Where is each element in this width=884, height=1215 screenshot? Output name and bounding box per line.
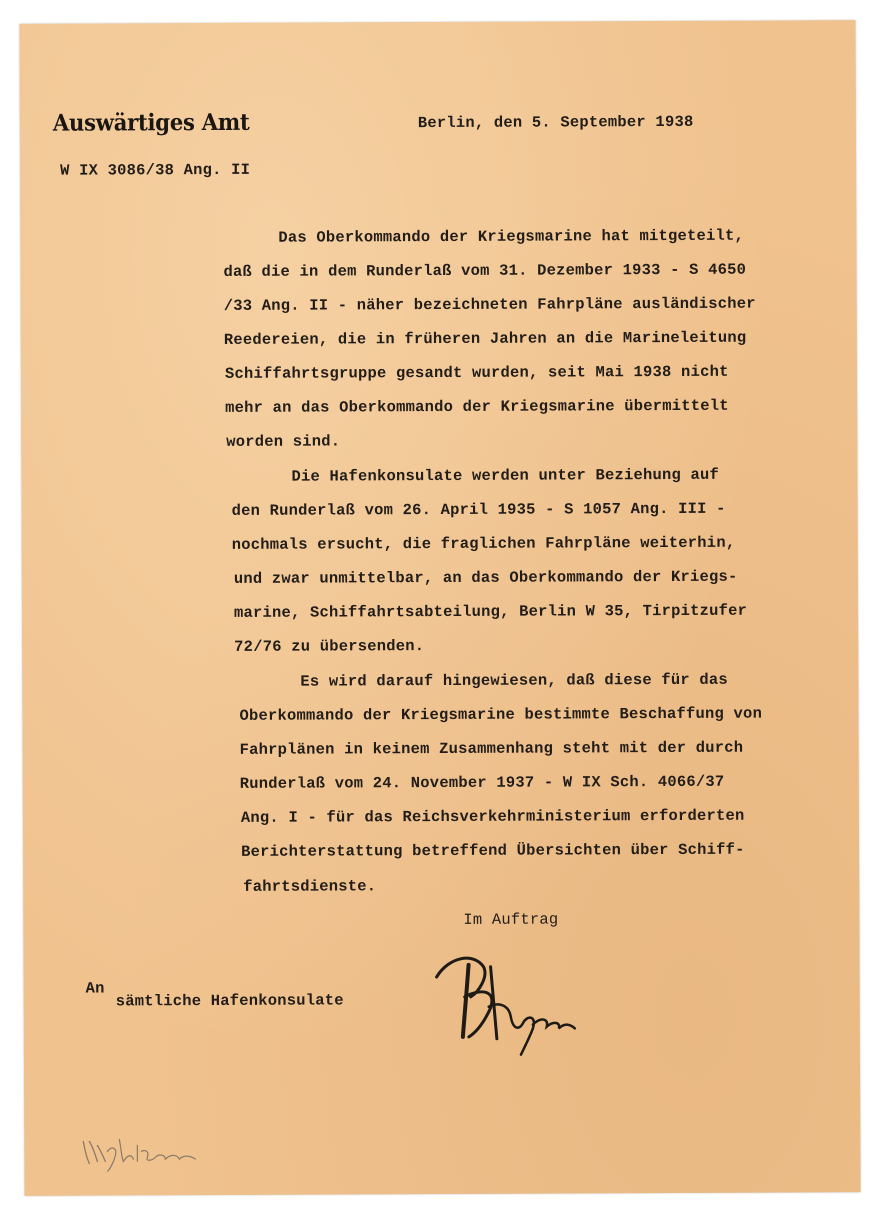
- dateline: Berlin, den 5. September 1938: [417, 112, 694, 133]
- body-line: /33 Ang. II - näher bezeichneten Fahrpläne ausländischer: [223, 294, 756, 315]
- body-line: Oberkommando der Kriegsmarine bestimmte Beschaffung von: [239, 704, 763, 725]
- body-line: Das Oberkommando der Kriegsmarine hat mitgeteilt,: [278, 226, 744, 247]
- body-line: Ang. I - für das Reichsverkehrministerium erforderten: [240, 806, 745, 827]
- letter-sheet: [19, 20, 860, 1196]
- body-line: Schiffahrtsgruppe gesandt wurden, seit Mai 1938 nicht: [224, 362, 729, 383]
- body-line: 72/76 zu übersenden.: [234, 637, 425, 656]
- body-line: den Runderlaß vom 26. April 1935 - S 1057 Ang. III -: [231, 499, 726, 520]
- body-line: und zwar unmittelbar, an das Oberkommando der Kriegs-: [233, 567, 738, 588]
- addressee-name: sämtliche Hafenkonsulate: [115, 991, 344, 1011]
- body-line: fahrtsdienste.: [243, 877, 377, 896]
- body-line: nochmals ersucht, die fraglichen Fahrpläne weiterhin,: [231, 533, 736, 554]
- addressee-prefix: An: [85, 979, 105, 998]
- pencil-annotation: [79, 1131, 199, 1172]
- closing-im-auftrag: Im Auftrag: [463, 910, 559, 929]
- body-line: Es wird darauf hingewiesen, daß diese für das: [300, 670, 728, 691]
- body-line: mehr an das Oberkommando der Kriegsmarine übermittelt: [225, 396, 729, 417]
- body-line: Runderlaß vom 24. November 1937 - W IX Sch. 4066/37: [239, 772, 725, 793]
- body-line: Die Hafenkonsulate werden unter Beziehung auf: [291, 465, 720, 486]
- reference-number: W IX 3086/38 Ang. II: [60, 160, 251, 180]
- body-line: Fahrplänen in keinem Zusammenhang steht mit der durch: [239, 738, 744, 759]
- body-line: worden sind.: [226, 432, 341, 451]
- body-line: daß die in dem Runderlaß vom 31. Dezember 1933 - S 4650: [223, 260, 747, 281]
- body-line: marine, Schiffahrtsabteilung, Berlin W 35, Tirpitzufer: [233, 601, 748, 622]
- body-line: Reedereien, die in früheren Jahren an die Marineleitung: [223, 328, 747, 349]
- body-line: Berichterstattung betreffend Übersichten über Schiff-: [241, 840, 745, 861]
- letterhead-title: Auswärtiges Amt: [52, 108, 250, 137]
- handwritten-signature: [428, 936, 579, 1057]
